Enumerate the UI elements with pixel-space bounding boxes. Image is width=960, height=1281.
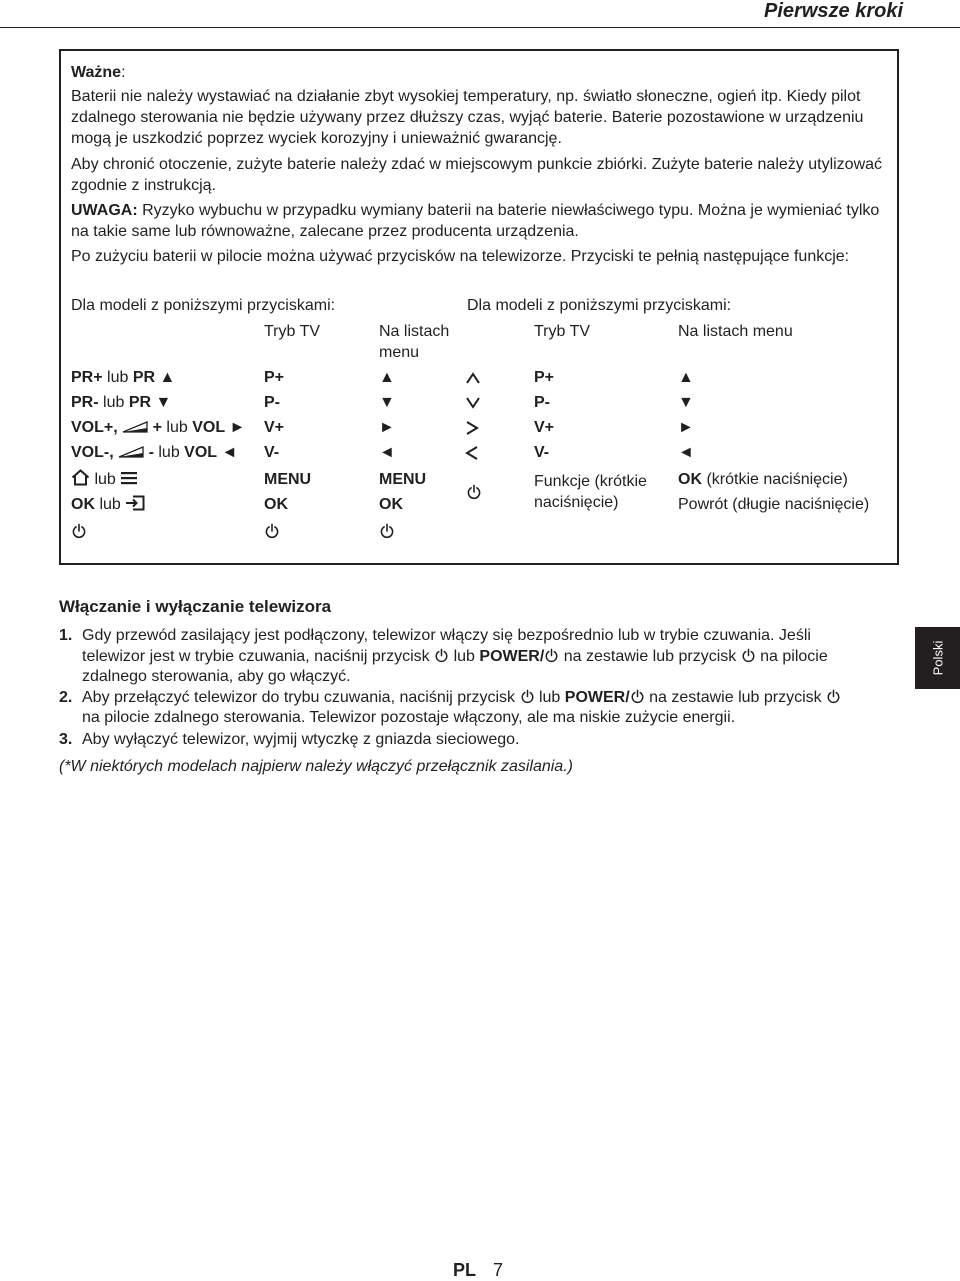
power-switch-note: (*W niektórych modelach najpierw należy włączyć przełącznik zasilania.) (59, 758, 573, 775)
left-list-menu: MENU (379, 471, 427, 488)
down-arrow-icon: ▼ (379, 394, 395, 411)
item-1-line-1: Gdy przewód zasilający jest podłączony, telewizor włączy się bezpośrednio lub w trybie czuwania. Jeśli (82, 627, 811, 644)
item-2-line-2: na pilocie zdalnego sterowania. Telewizor pozostaje włączony, ale ma niskie zużycie energii. (82, 709, 736, 726)
back-long-press: Powrót (długie naciśnięcie) (678, 496, 870, 513)
power-icon (466, 484, 482, 500)
power-icon (630, 689, 645, 704)
volume-icon (122, 421, 148, 433)
power-icon (544, 648, 559, 663)
item-1-number: 1. (59, 627, 73, 644)
important-box (59, 49, 899, 565)
header-rule (0, 27, 960, 28)
down-arrow-icon: ▼ (155, 394, 172, 411)
up-arrow-icon: ▲ (379, 369, 395, 386)
left-tv-ok: OK (264, 496, 288, 513)
menu-icon (120, 471, 138, 485)
vol-minus-key: VOL-, - lub VOL ◄ (71, 444, 238, 461)
up-arrow-icon: ▲ (678, 369, 694, 386)
left-arrow-icon: ◄ (379, 444, 395, 461)
page-title: Pierwsze kroki (764, 0, 903, 22)
item-3-text: Aby wyłączyć telewizor, wyjmij wtyczkę z gniazda sieciowego. (82, 731, 520, 748)
item-2-line-1: Aby przełączyć telewizor do trybu czuwania, naciśnij przycisk lub POWER/ na zestawie lub przycisk (82, 687, 841, 708)
down-arrow-icon: ▼ (678, 394, 694, 411)
left-col-tv-mode: Tryb TV (264, 323, 321, 340)
home-menu-key: lub (71, 469, 138, 490)
power-icon (826, 689, 841, 704)
right-col-tv-mode: Tryb TV (534, 323, 591, 340)
left-arrow-icon: ◄ (678, 444, 694, 461)
right-arrow-icon: ► (678, 419, 694, 436)
important-heading: Ważne: (71, 64, 126, 81)
language-side-tab (915, 627, 960, 689)
item-3-number: 3. (59, 731, 73, 748)
left-arrow-icon: ◄ (221, 444, 238, 461)
item-1-line-3: zdalnego sterowania, aby go włączyć. (82, 668, 351, 685)
left-v-plus: V+ (264, 419, 285, 436)
left-models-heading: Dla modeli z poniższymi przyciskami: (71, 297, 336, 314)
power-icon (71, 523, 87, 539)
power-icon (379, 523, 395, 539)
chevron-down-icon (465, 396, 481, 410)
battery-warning-paragraph: Baterii nie należy wystawiać na działanie zbyt wysokiej temperatury, np. światło słoneczne, ogień itp. Kiedy pilot zdalnego sterowania nie będzie używany przez dłuższy czas, wyjąć baterie. Baterie pozostawione w urządzeniu mogą je uszkodzić poprzez wyciek korozyjny i unieważnić gwarancję. (71, 88, 864, 147)
item-1-line-2: telewizor jest w trybie czuwania, naciśnij przycisk lub POWER/ na zestawie lub przycisk na pilocie (82, 648, 828, 665)
power-icon (434, 648, 449, 663)
up-arrow-icon: ▲ (159, 369, 176, 386)
ok-short-press: OK (krótkie naciśnięcie) (678, 471, 848, 488)
source-input-icon (125, 495, 145, 511)
home-icon (71, 469, 90, 486)
left-list-ok: OK (379, 496, 403, 513)
pr-minus-key: PR- lub PR ▼ (71, 394, 172, 411)
power-icon (741, 648, 756, 663)
right-p-plus: P+ (534, 369, 555, 386)
chevron-up-icon (465, 371, 481, 385)
right-p-minus: P- (534, 394, 550, 411)
functions-short-press: Funkcje (krótkie naciśnięcie) (534, 473, 647, 511)
left-p-minus: P- (264, 394, 280, 411)
right-arrow-icon: ► (379, 419, 395, 436)
footer-language: PL (453, 1260, 477, 1280)
left-col-menu-lists: Na listach menu (379, 323, 450, 361)
vol-plus-key: VOL+, + lub VOL ► (71, 419, 246, 436)
right-v-minus: V- (534, 444, 550, 461)
power-icon (264, 523, 280, 539)
right-models-heading: Dla modeli z poniższymi przyciskami: (467, 297, 732, 314)
language-tab-label: Polski (930, 640, 945, 676)
chevron-right-icon (465, 420, 479, 436)
section-title: Włączanie i wyłączanie telewizora (59, 597, 332, 616)
power-icon (520, 689, 535, 704)
right-col-menu-lists: Na listach menu (678, 323, 793, 340)
tv-buttons-paragraph: Po zużyciu baterii w pilocie można używać przycisków na telewizorze. Przyciski te pełnią następujące funkcje: (71, 248, 850, 265)
right-v-plus: V+ (534, 419, 555, 436)
caution-paragraph: UWAGA: Ryzyko wybuchu w przypadku wymiany baterii na baterie niewłaściwego typu. Można je wymieniać tylko na takie same lub równoważne, zalecane przez producenta urządzenia. (71, 202, 880, 240)
right-arrow-icon: ► (229, 419, 246, 436)
volume-icon (118, 446, 144, 458)
ok-source-key: OK lub (71, 494, 145, 515)
chevron-left-icon (465, 445, 479, 461)
pr-plus-key: PR+ lub PR ▲ (71, 369, 176, 386)
left-tv-menu: MENU (264, 471, 312, 488)
disposal-paragraph: Aby chronić otoczenie, zużyte baterie należy zdać w miejscowym punkcie zbiórki. Zużyte baterie należy utylizować zgodnie z instrukcją. (71, 156, 883, 194)
page-header (0, 0, 960, 30)
item-2-number: 2. (59, 689, 73, 706)
left-v-minus: V- (264, 444, 280, 461)
page-number: 7 (493, 1260, 504, 1280)
left-p-plus: P+ (264, 369, 285, 386)
